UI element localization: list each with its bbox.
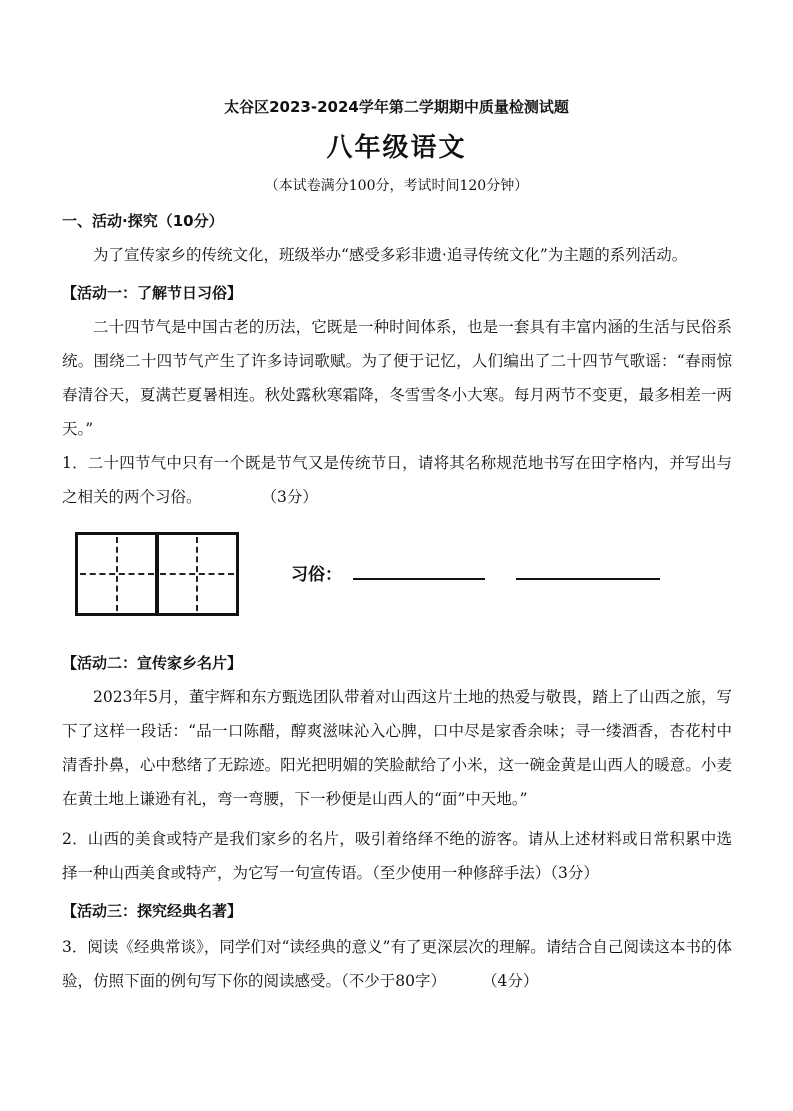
activity2-passage: 2023年5月，董宇辉和东方甄选团队带着对山西这片土地的热爱与敬畏，踏上了山西之旅，写下了这样一段话：“品一口陈醋，醇爽滋味沁入心脾，口中尽是家香余味；寻一缕酒香，杏花村中清香扑鼻，心中愁绪了无踪迹。阳光把明媚的笑脸献给了小米，这一碗金黄是山西人的暖意。小麦在黄土地上谦逊有礼，弯一弯腰，下一秒便是山西人的“面”中天地。” <box>62 688 732 808</box>
custom-answer-blank-2[interactable] <box>516 578 660 580</box>
question-1 <box>62 446 732 514</box>
cell-guide-horizontal <box>80 573 154 575</box>
activity3-heading: 【活动三：探究经典名著】 <box>62 902 243 920</box>
question-3 <box>62 930 732 998</box>
subject-title: 八年级语文 <box>326 133 467 163</box>
activity1-passage: 二十四节气是中国古老的历法，它既是一种时间体系，也是一套具有丰富内涵的生活与民俗系统。围绕二十四节气产生了许多诗词歌赋。为了便于记忆，人们编出了二十四节气歌谣：“春雨惊春清谷天，夏满芒夏暑相连。秋处露秋寒霜降，冬雪雪冬小大寒。每月两节不变更，最多相差一两天。” <box>62 318 732 438</box>
custom-answer-blank-1[interactable] <box>353 578 485 580</box>
question-1-score: （3分） <box>261 488 318 506</box>
tianzige-cell-1[interactable] <box>75 532 159 616</box>
section1-intro: 为了宣传家乡的传统文化，班级举办“感受多彩非遗·追寻传统文化”为主题的系列活动。 <box>93 246 688 264</box>
question-3-text: 3．阅读《经典常谈》，同学们对“读经典的意义”有了更深层次的理解。请结合自己阅读这本书的体验，仿照下面的例句写下你的阅读感受。（不少于80字） <box>62 938 732 990</box>
activity2-heading: 【活动二：宣传家乡名片】 <box>62 654 243 672</box>
exam-note: （本试卷满分100分，考试时间120分钟） <box>264 178 529 194</box>
custom-label: 习俗： <box>291 565 342 585</box>
cell-guide-horizontal <box>160 573 234 575</box>
question-1-text: 1．二十四节气中只有一个既是节气又是传统节日，请将其名称规范地书写在田字格内，并写出与之相关的两个习俗。 <box>62 454 732 506</box>
tianzige-cell-2[interactable] <box>155 532 239 616</box>
activity1-heading: 【活动一：了解节日习俗】 <box>62 284 243 302</box>
question-3-score: （4分） <box>481 972 539 990</box>
question-2: 2．山西的美食或特产是我们家乡的名片，吸引着络绎不绝的游客。请从上述材料或日常积累中选择一种山西美食或特产，为它写一句宣传语。（至少使用一种修辞手法）（3分） <box>62 830 732 882</box>
tianzige-grid[interactable] <box>75 532 236 614</box>
section1-heading: 一、活动·探究（10分） <box>62 212 224 230</box>
exam-title: 太谷区2023-2024学年第二学期期中质量检测试题 <box>224 98 569 116</box>
